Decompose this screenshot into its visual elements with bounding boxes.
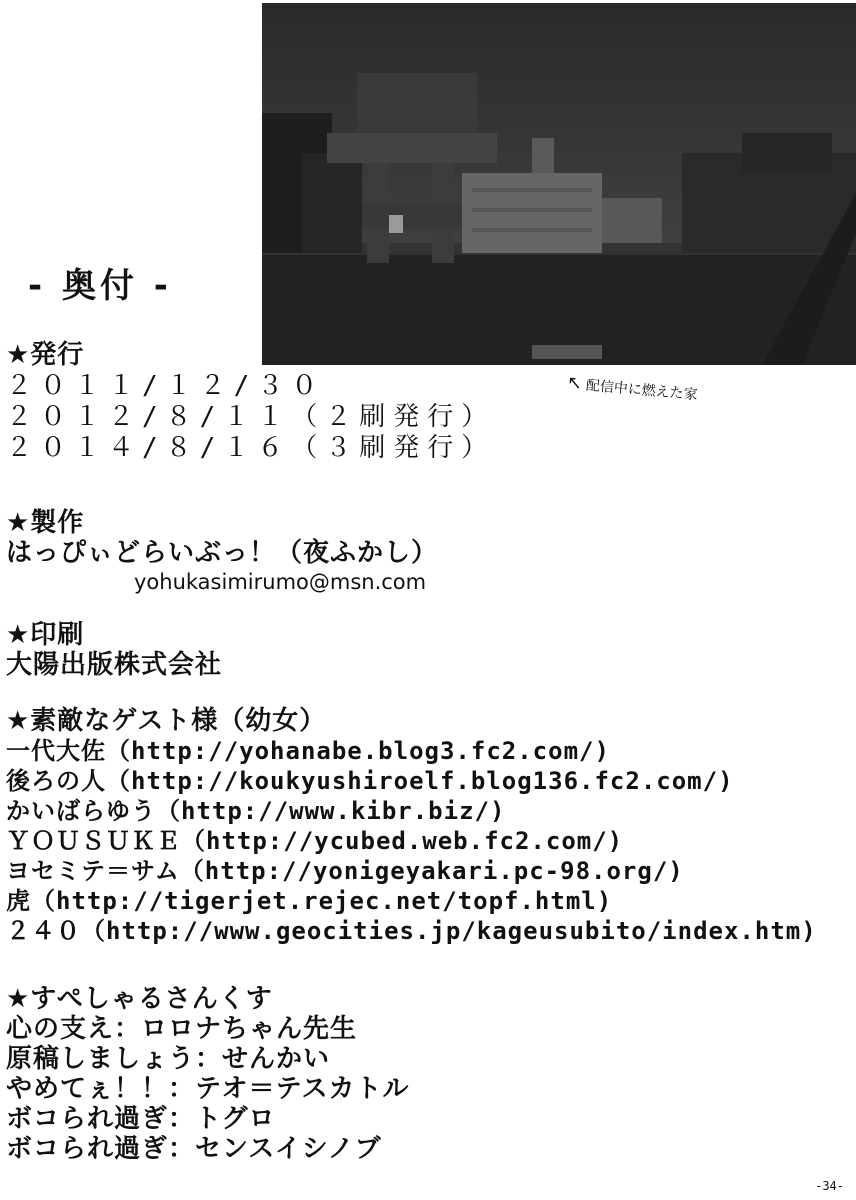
guests-section [6,706,846,946]
guest-item: ＹＯＵＳＵＫＥ（http://ycubed.web.fc2.com/) [6,827,624,855]
production-heading: ★製作 [6,508,85,538]
thanks-item: やめてぇ！！：テオ＝テスカトル [6,1074,410,1104]
thanks-item: ボコられ過ぎ：センスイシノブ [6,1134,382,1164]
publish-section [6,340,846,464]
game-screenshot [262,3,856,365]
page-number: -34- [815,1179,844,1193]
guest-item: ヨセミテ＝サム（http://yonigeyakari.pc-98.org/) [6,857,684,885]
game-screenshot-drawing [262,3,856,365]
contact-email: yohukasimirumo@msn.com [134,570,427,594]
circle-name: はっぴぃどらいぶっ！（夜ふかし） [6,538,439,568]
printing-heading: ★印刷 [6,620,85,650]
page-title: - 奥付 - [28,266,172,306]
guests-heading: ★素敵なゲスト様（幼女） [6,706,327,736]
curved-arrow-icon: ↖ [566,372,584,395]
publish-date: ２０１４/８/１６（３刷発行） [6,433,496,463]
production-section [6,508,846,596]
guest-item: かいばらゆう（http://www.kibr.biz/) [6,797,506,825]
thanks-item: 心の支え：ロロナちゃん先生 [6,1014,358,1044]
thanks-item: ボコられ過ぎ：トグロ [6,1104,276,1134]
printing-company: 大陽出版株式会社 [6,650,223,680]
guest-item: ２４０（http://www.geocities.jp/kageusubito/index.htm) [6,917,817,945]
guest-item: 虎（http://tigerjet.rejec.net/topf.html) [6,887,613,915]
thanks-item: 原稿しましょう：せんかい [6,1044,331,1074]
guest-item: 一代大佐（http://yohanabe.blog3.fc2.com/) [6,737,610,765]
thanks-section [6,984,846,1164]
photo-caption-text: 配信中に燃えた家 [585,377,699,404]
publish-heading: ★発行 [6,340,85,370]
publish-date: ２０１２/８/１１（２刷発行） [6,402,496,432]
guest-item: 後ろの人（http://koukyushiroelf.blog136.fc2.com/) [6,767,734,795]
thanks-heading: ★すぺしゃるさんくす [6,984,273,1014]
printing-section [6,620,846,680]
publish-date: ２０１１/１２/３０ [6,371,326,401]
